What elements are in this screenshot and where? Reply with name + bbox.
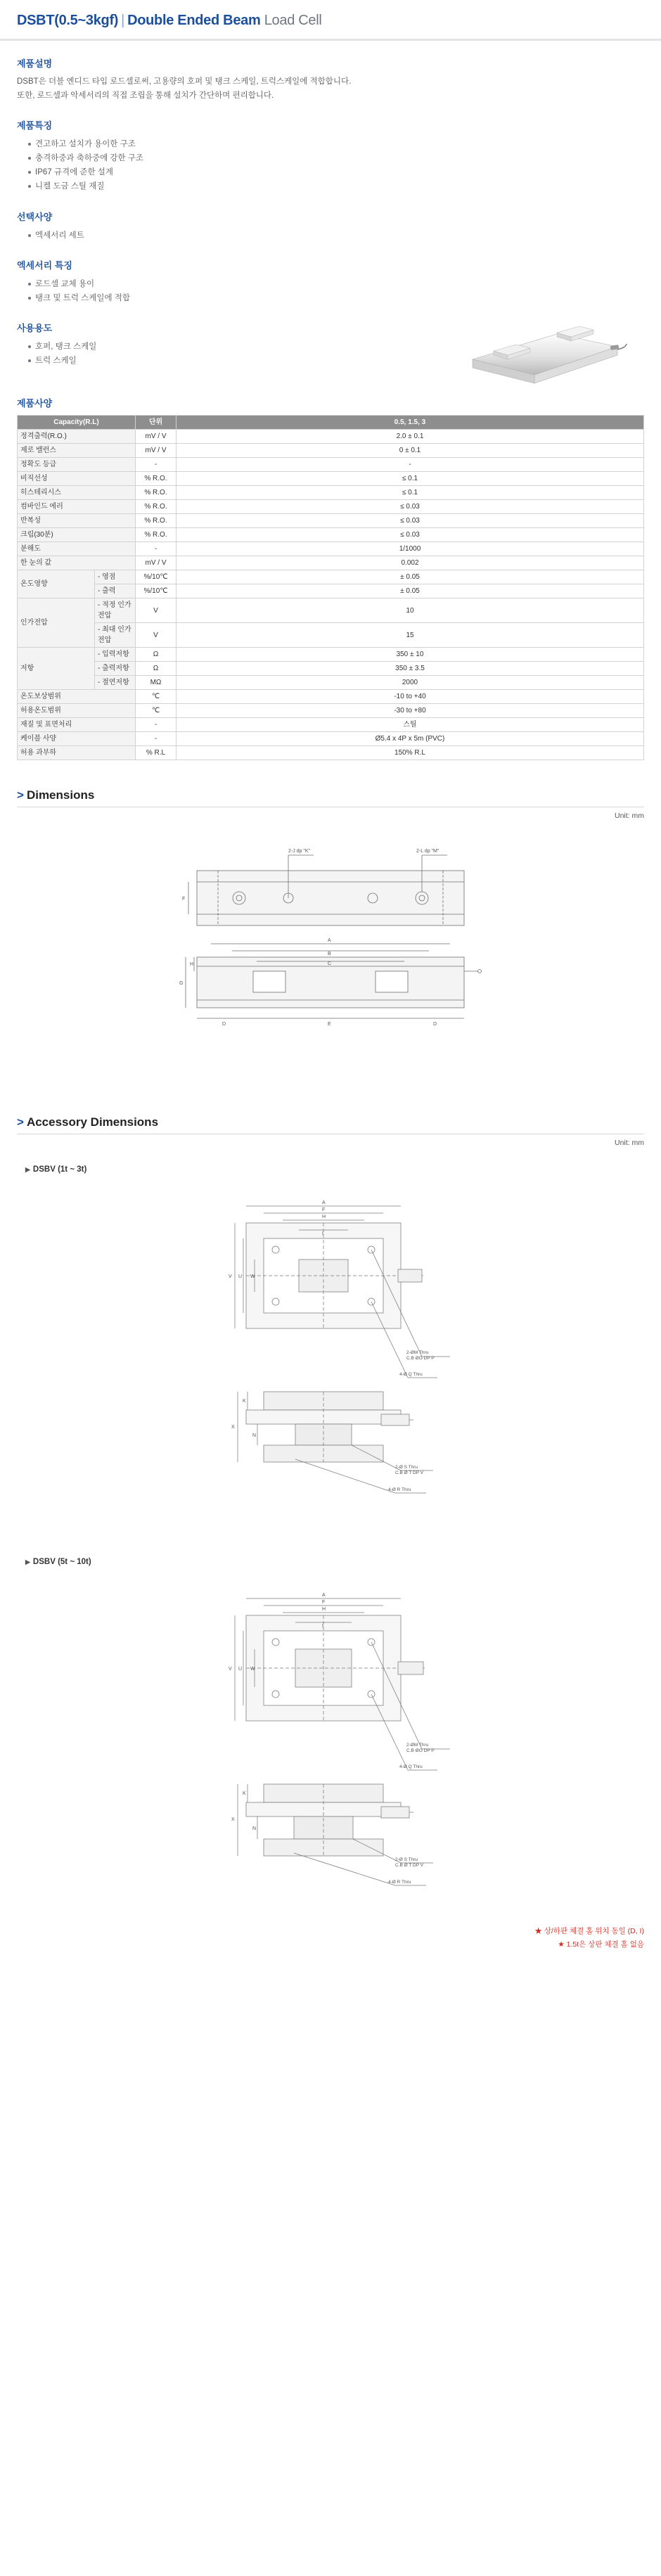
spec-header-value: 0.5, 1.5, 3 [177,416,644,430]
row-value: 0 ± 0.1 [177,444,644,458]
list-item: IP67 규격에 준한 설계 [28,165,644,179]
options-list [17,229,644,243]
dim-label-c: C [328,961,332,967]
acc1-dim-x: X [231,1425,235,1430]
acc2-dim-h: H [322,1607,326,1613]
row-value: ≤ 0.03 [177,514,644,528]
row-label: 히스테리시스 [18,486,136,500]
row-label: 한 눈의 값 [18,556,136,570]
accessory-title: 엑세서리 특징 [17,259,72,271]
row-unit: % R.O. [136,500,177,514]
dim-label-b: B [328,951,331,957]
row-unit: - [136,458,177,472]
row-value: 10 [177,598,644,623]
row-unit: %/10℃ [136,584,177,598]
acc1-dim-a: A [322,1200,326,1206]
row-value: 스틸 [177,718,644,732]
row-label: 재질 및 표면처리 [18,718,136,732]
row-unit: MΩ [136,676,177,690]
row-unit: %/10℃ [136,570,177,584]
section-accessory-features [0,258,661,305]
accessory-drawing-1t-3t [120,1181,541,1511]
acc1-callout-3-line2: C.B Ø T DP V [395,1470,424,1476]
footnotes [17,1925,644,1952]
usage-title: 사용용도 [17,322,53,333]
row-label: 허용 과부하 [18,746,136,760]
acc2-dim-u: U [238,1667,243,1672]
row-unit: ℃ [136,704,177,718]
section-usage [0,321,661,368]
row-label: 저항 [18,648,95,690]
row-unit: % R.O. [136,472,177,486]
accessory-unit-note: Unit: mm [615,1139,644,1148]
row-label: 분해도 [18,542,136,556]
acc1-dim-h: H [322,1215,326,1220]
page-title-suffix: Load Cell [264,13,322,28]
row-label: 크립(30분) [18,528,136,542]
table-row [18,704,644,718]
row-value: 1/1000 [177,542,644,556]
list-item: 호퍼, 탱크 스케일 [28,340,644,354]
acc2-dim-f: F [322,1600,326,1606]
dimensions-drawing [113,827,548,1059]
acc2-callout-3-line2: C.B Ø T DP V [395,1863,424,1869]
chevron-right-icon: > [17,788,24,802]
row-label: 컴바인드 에러 [18,500,136,514]
acc1-callout-4: 4-Ø R Thru [388,1487,411,1493]
row-unit: ℃ [136,690,177,704]
dim-label-d-right: D [433,1022,437,1027]
row-value: 350 ± 10 [177,648,644,662]
row-sublabel: - 최대 인가전압 [95,623,136,648]
acc2-dim-k: K [243,1791,246,1797]
list-item: 충격하중과 축하중에 강한 구조 [28,151,644,165]
row-label: 온도보상범위 [18,690,136,704]
accessory-model-1-title [0,1165,661,1174]
triangle-right-icon: ▶ [25,1558,30,1566]
row-value: 350 ± 3.5 [177,662,644,676]
row-value: 15 [177,623,644,648]
acc1-dim-u: U [238,1274,243,1280]
spec-table [17,415,644,760]
acc2-callout-1-line1: 2-ØM Thru [406,1743,429,1748]
table-row [18,500,644,514]
product-photo [451,319,627,396]
accessory-dimensions-heading-text: Accessory Dimensions [26,1115,159,1129]
triangle-right-icon: ▶ [25,1166,30,1174]
acc2-callout-1-line2: C.B ØO DP P [406,1748,435,1754]
section-description [0,56,661,103]
features-list [17,137,644,194]
row-value: - [177,458,644,472]
row-label: 케이블 사양 [18,732,136,746]
description-line-2: 또한, 로드셀과 악세서리의 직접 조립을 통해 설치가 간단하며 편리합니다. [17,91,274,100]
row-label: 비직선성 [18,472,136,486]
table-row [18,570,644,584]
spec-table-header-row [18,416,644,430]
table-row [18,746,644,760]
row-value: ≤ 0.1 [177,486,644,500]
row-unit: % R.O. [136,514,177,528]
list-item: 니켈 도금 스틸 재질 [28,179,644,193]
row-label: 인가전압 [18,598,95,648]
acc1-dim-f: F [322,1207,326,1213]
row-value: 2.0 ± 0.1 [177,430,644,444]
list-item: 로드셀 교체 용이 [28,277,644,291]
accessory-dimensions-heading [0,1115,661,1129]
table-row [18,444,644,458]
row-label: 정확도 등급 [18,458,136,472]
table-row [18,623,644,648]
dim-label-f: F [182,897,186,902]
acc1-dim-w: W [250,1274,255,1280]
row-sublabel: - 출력저항 [95,662,136,676]
features-title: 제품특징 [17,120,53,132]
row-unit: mV / V [136,430,177,444]
table-row [18,732,644,746]
row-unit: V [136,598,177,623]
section-spec [0,396,661,760]
dim-label-d-left: D [222,1022,226,1027]
list-item: 트럭 스케일 [28,354,644,368]
row-label: 정격출력(R.O.) [18,430,136,444]
accessory-list [17,277,644,305]
table-row [18,472,644,486]
row-label: 제로 밸런스 [18,444,136,458]
list-item: 엑세서리 세트 [28,229,644,243]
dim-label-top-right: 2-L dp "M" [416,849,439,854]
dimensions-heading-text: Dimensions [26,788,95,802]
acc1-dim-n: N [252,1433,257,1439]
acc2-dim-i: I [322,1624,323,1629]
row-value: ± 0.05 [177,570,644,584]
row-label: 반복성 [18,514,136,528]
section-options [0,210,661,243]
spec-title: 제품사양 [17,398,53,409]
table-row [18,598,644,623]
row-unit: % R.O. [136,528,177,542]
row-value: ≤ 0.1 [177,472,644,486]
page-title-separator: | [121,13,125,28]
section-features [0,118,661,194]
row-unit: Ω [136,662,177,676]
table-row [18,458,644,472]
page-title-type: Double Ended Beam [127,13,261,28]
spec-header-capacity: Capacity(R.L) [18,416,136,430]
row-sublabel: - 영점 [95,570,136,584]
row-sublabel: - 출력 [95,584,136,598]
acc1-callout-1-line2: C.B ØO DP P [406,1356,435,1361]
table-row [18,676,644,690]
row-value: Ø5.4 x 4P x 5m (PVC) [177,732,644,746]
table-row [18,486,644,500]
dim-label-g: G [179,981,184,987]
acc1-dim-v: V [229,1274,232,1280]
dimensions-heading [0,788,661,802]
row-value: 0.002 [177,556,644,570]
row-unit: - [136,732,177,746]
row-sublabel: - 입력저항 [95,648,136,662]
table-row [18,648,644,662]
page-title-model: DSBT(0.5~3kgf) [17,13,119,28]
row-value: ± 0.05 [177,584,644,598]
acc2-callout-3-line1: 2-Ø S Thru [395,1857,418,1863]
acc2-dim-w: W [250,1667,255,1672]
row-label: 허용온도범위 [18,704,136,718]
accessory-model-1-name: DSBV (1t ~ 3t) [32,1165,87,1174]
row-value: 150% R.L [177,746,644,760]
description-line-1: DSBT은 더블 엔디드 타입 로드셀로써, 고용량의 호퍼 및 탱크 스케일, 트럭스케일에 적합합니다. [17,77,352,86]
row-value: ≤ 0.03 [177,500,644,514]
row-value: -10 to +40 [177,690,644,704]
table-row [18,584,644,598]
table-row [18,690,644,704]
row-unit: mV / V [136,556,177,570]
table-row [18,514,644,528]
acc2-dim-x: X [231,1817,235,1823]
row-unit: - [136,542,177,556]
acc2-dim-v: V [229,1667,232,1672]
dimensions-unit-note: Unit: mm [615,812,644,821]
acc2-dim-n: N [252,1826,257,1832]
list-item: 탱크 및 트럭 스케일에 적합 [28,291,644,305]
footnote-item: ★ 1.5t은 상판 체결 홀 없음 [17,1938,644,1952]
accessory-model-2-name: DSBV (5t ~ 10t) [32,1558,91,1567]
dim-label-top-left: 2-J dp "K" [288,849,311,854]
acc2-callout-4: 4-Ø R Thru [388,1880,411,1885]
description-title: 제품설명 [17,58,53,69]
row-value: -30 to +80 [177,704,644,718]
row-sublabel: - 적정 인가전압 [95,598,136,623]
acc1-dim-k: K [243,1399,246,1404]
accessory-model-2-title [0,1558,661,1566]
acc2-dim-a: A [322,1593,326,1598]
options-title: 선택사양 [17,211,53,222]
row-value: ≤ 0.03 [177,528,644,542]
dim-label-a: A [328,938,331,944]
spec-table-body [18,430,644,760]
table-row [18,662,644,676]
spec-header-unit: 단위 [136,416,177,430]
row-sublabel: - 절연저항 [95,676,136,690]
accessory-drawing-5t-10t [120,1573,541,1904]
row-unit: mV / V [136,444,177,458]
dim-label-e: E [328,1022,331,1027]
acc1-callout-1-line1: 2-ØM Thru [406,1350,429,1356]
row-unit: % R.O. [136,486,177,500]
table-row [18,528,644,542]
table-row [18,556,644,570]
row-label: 온도영향 [18,570,95,598]
acc1-dim-i: I [322,1231,323,1237]
table-row [18,718,644,732]
footnote-item: ★ 상/하판 체결 홀 위치 동일 (D, I) [17,1925,644,1938]
row-unit: % R.L [136,746,177,760]
table-row [18,430,644,444]
table-row [18,542,644,556]
acc1-callout-2: 4-Ø Q Thru [399,1372,423,1378]
list-item: 견고하고 설치가 용이한 구조 [28,137,644,151]
row-unit: Ω [136,648,177,662]
page-title [17,13,644,29]
dim-label-h: H [190,962,194,968]
acc2-callout-2: 4-Ø Q Thru [399,1764,423,1770]
chevron-right-icon: > [17,1115,24,1129]
page-header [0,0,661,41]
acc1-callout-3-line1: 2-Ø S Thru [395,1465,418,1470]
row-unit: V [136,623,177,648]
row-unit: - [136,718,177,732]
row-value: 2000 [177,676,644,690]
